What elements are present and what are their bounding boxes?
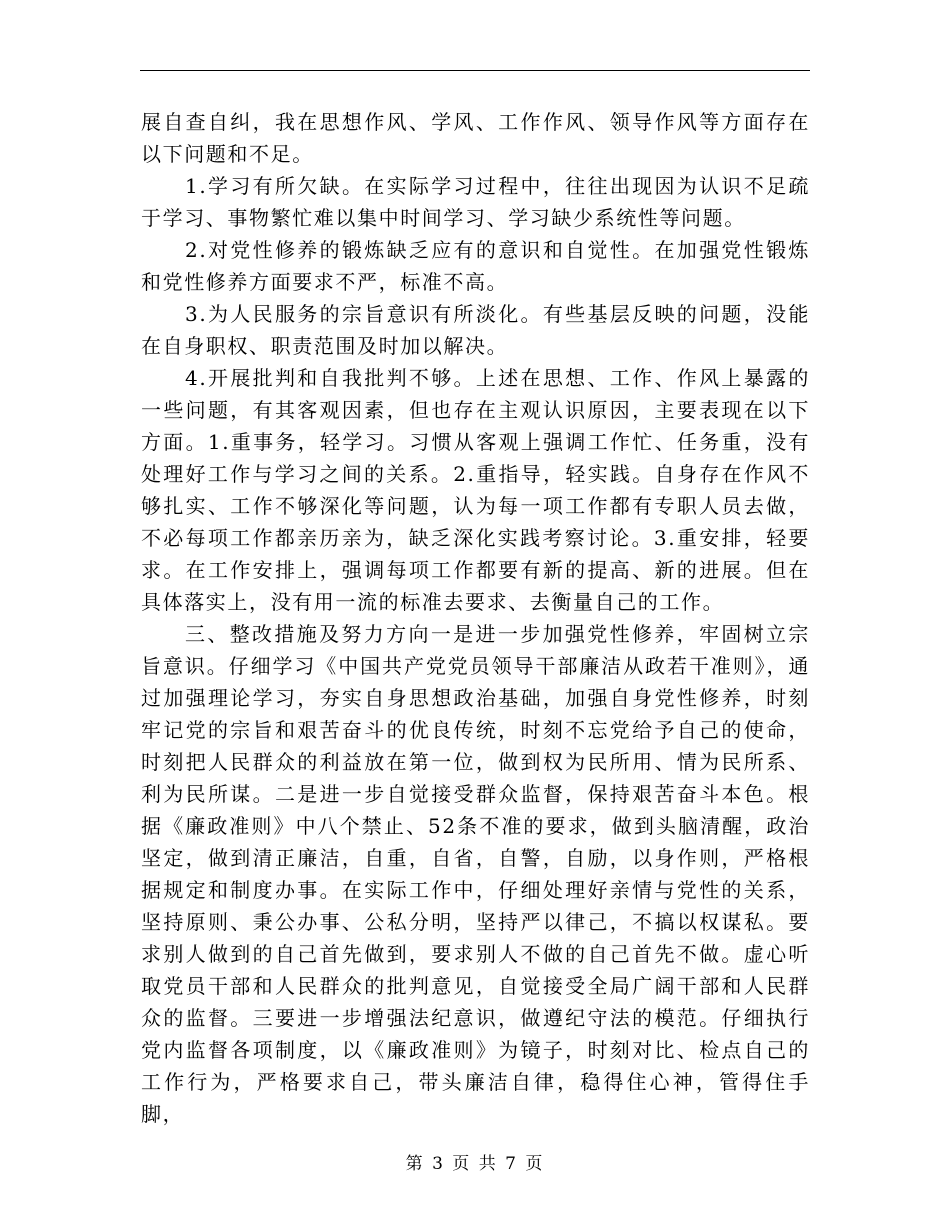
paragraph-section-3: 三、整改措施及努力方向一是进一步加强党性修养，牢固树立宗旨意识。仔细学习《中国共产党党员领导干部廉洁从政若干准则》，通过加强理论学习，夯实自身思想政治基础，加强自身党性修养，时刻牢记党的宗旨和艰苦奋斗的优良传统，时刻不忘党给予自己的使命，时刻把人民群众的利益放在第一位，做到权为民所用、情为民所系、利为民所谋。二是进一步自觉接受群众监督，保持艰苦奋斗本色。根据《廉政准则》中八个禁止、52条不准的要求，做到头脑清醒，政治坚定，做到清正廉洁，自重，自省，自警，自励，以身作则，严格根据规定和制度办事。在实际工作中，仔细处理好亲情与党性的关系，坚持原则、秉公办事、公私分明，坚持严以律己，不搞以权谋私。要求别人做到的自己首先做到，要求别人不做的自己首先不做。虚心听取党员干部和人民群众的批判意见，自觉接受全局广阔干部和人民群众的监督。三要进一步增强法纪意识，做遵纪守法的模范。仔细执行党内监督各项制度，以《廉政准则》为镜子，时刻对比、检点自己的工作行为，严格要求自己，带头廉洁自律，稳得住心神，管得住手脚， xyxy=(141,622,810,1126)
paragraph-item-1: 1.学习有所欠缺。在实际学习过程中，往往出现因为认识不足疏于学习、事物繁忙难以集中时间学习、学习缺少系统性等问题。 xyxy=(141,174,810,230)
header-rule xyxy=(140,70,810,71)
paragraph-item-2: 2.对党性修养的锻炼缺乏应有的意识和自觉性。在加强党性锻炼和党性修养方面要求不严，标准不高。 xyxy=(141,238,810,294)
page-number-footer: 第 3 页 共 7 页 xyxy=(405,1154,545,1174)
paragraph-item-4: 4.开展批判和自我批判不够。上述在思想、工作、作风上暴露的一些问题，有其客观因素，但也存在主观认识原因，主要表现在以下方面。1.重事务，轻学习。习惯从客观上强调工作忙、任务重，没有处理好工作与学习之间的关系。2.重指导，轻实践。自身存在作风不够扎实、工作不够深化等问题，认为每一项工作都有专职人员去做，不必每项工作都亲历亲为，缺乏深化实践考察讨论。3.重安排，轻要求。在工作安排上，强调每项工作都要有新的提高、新的进展。但在具体落实上，没有用一流的标准去要求、去衡量自己的工作。 xyxy=(141,366,810,614)
document-body xyxy=(141,106,810,1130)
paragraph-continued: 展自查自纠，我在思想作风、学风、工作作风、领导作风等方面存在以下问题和不足。 xyxy=(141,110,810,166)
paragraph-item-3: 3.为人民服务的宗旨意识有所淡化。有些基层反映的问题，没能在自身职权、职责范围及时加以解决。 xyxy=(141,302,810,358)
